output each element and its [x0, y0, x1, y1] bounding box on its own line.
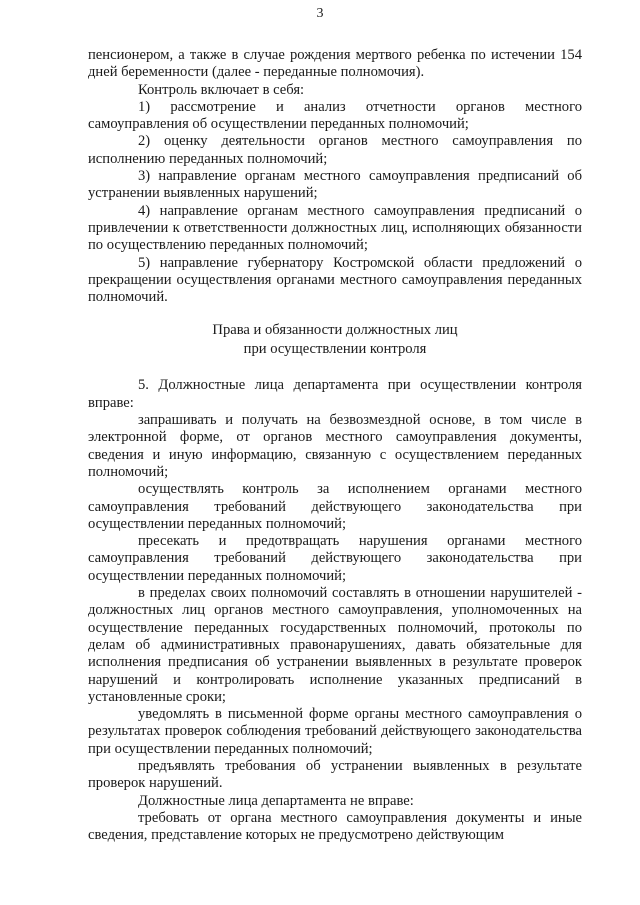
list-item: предъявлять требования об устранении выявленных в результате проверок нарушений.	[88, 757, 582, 792]
section-heading-line: при осуществлении контроля	[243, 341, 427, 358]
list-item: запрашивать и получать на безвозмездной основе, в том числе в электронной форме, от органов местного самоуправления документы, сведения и иную информацию, связанную с осуществлением переданных полномочий;	[88, 412, 582, 480]
list-item: осуществлять контроль за исполнением органами местного самоуправления требований действующего законодательства при осуществлении переданных полномочий;	[88, 481, 582, 532]
list-item: 4) направление органам местного самоуправления предписаний о привлечении к ответственности должностных лиц, исполняющих обязанности по осуществлению переданных полномочий;	[88, 202, 582, 254]
page-number: 3	[316, 6, 324, 21]
list-item: 1) рассмотрение и анализ отчетности органов местного самоуправления об осуществлении переданных полномочий;	[88, 98, 582, 133]
paragraph: Контроль включает в себя:	[138, 81, 305, 98]
document-body	[88, 47, 582, 844]
section-heading-line: Права и обязанности должностных лиц	[212, 322, 458, 339]
list-item: 3) направление органам местного самоуправления предписаний об устранении выявленных нарушений;	[88, 168, 582, 202]
list-item: требовать от органа местного самоуправления документы и иные сведения, представление которых не предусмотрено действующим	[88, 809, 582, 844]
list-item: в пределах своих полномочий составлять в отношении нарушителей - должностных лиц органов местного самоуправления, уполномоченных на осуществление переданных государственных полномочий, протоколы по делам об административных правонарушениях, давать обязательные для исполнения предписания об устранении выявленных в результате проверок нарушений и контролировать исполнение указанных предписаний в установленные сроки;	[88, 585, 582, 705]
list-item: пресекать и предотвращать нарушения органами местного самоуправления требований действующего законодательства при осуществлении переданных полномочий;	[88, 533, 582, 584]
paragraph: 5. Должностные лица департамента при осуществлении контроля вправе:	[88, 377, 582, 411]
list-item: уведомлять в письменной форме органы местного самоуправления о результатах проверок соблюдения требований действующего законодательства при осуществлении переданных полномочий;	[88, 706, 582, 757]
list-item: 2) оценку деятельности органов местного самоуправления по исполнению переданных полномочий;	[88, 133, 582, 167]
paragraph: пенсионером, а также в случае рождения мертвого ребенка по истечении 154 дней беременности (далее - переданные полномочия).	[88, 47, 582, 81]
list-item: 5) направление губернатору Костромской области предложений о прекращении осуществления органами местного самоуправления переданных полномочий.	[88, 254, 582, 306]
section-heading	[88, 321, 582, 359]
paragraph: Должностные лица департамента не вправе:	[138, 792, 414, 809]
